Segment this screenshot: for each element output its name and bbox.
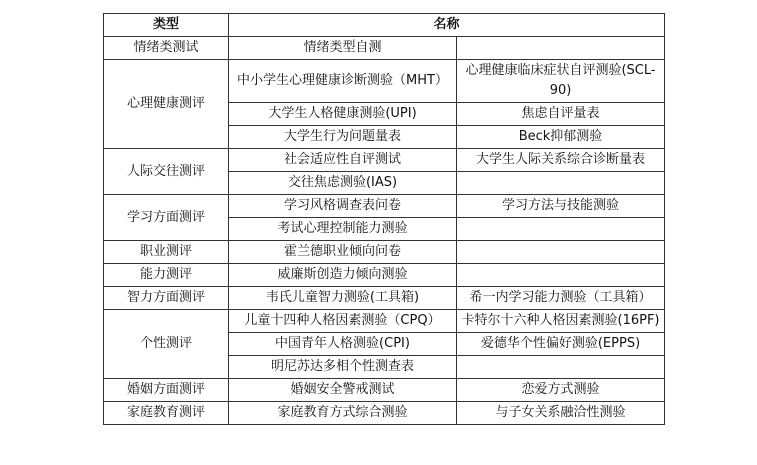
category-ability: 能力测评 bbox=[104, 264, 229, 287]
category-learning: 学习方面测评 bbox=[104, 195, 229, 241]
table-row bbox=[104, 310, 665, 333]
test-cell: 心理健康临床症状自评测验(SCL-90) bbox=[457, 60, 665, 103]
table-row bbox=[104, 287, 665, 310]
table-row bbox=[104, 60, 665, 103]
test-cell bbox=[457, 218, 665, 241]
table-row bbox=[104, 37, 665, 60]
category-marriage: 婚姻方面测评 bbox=[104, 379, 229, 402]
table-row bbox=[104, 402, 665, 425]
test-cell: 爱德华个性偏好测验(EPPS) bbox=[457, 333, 665, 356]
test-cell: 希一内学习能力测验（工具箱） bbox=[457, 287, 665, 310]
test-cell: 学习方法与技能测验 bbox=[457, 195, 665, 218]
test-cell: 大学生人际关系综合诊断量表 bbox=[457, 149, 665, 172]
category-personality: 个性测评 bbox=[104, 310, 229, 379]
test-cell bbox=[457, 241, 665, 264]
category-career: 职业测评 bbox=[104, 241, 229, 264]
test-cell: 学习风格调查表问卷 bbox=[229, 195, 457, 218]
test-cell: 社会适应性自评测试 bbox=[229, 149, 457, 172]
test-cell bbox=[457, 356, 665, 379]
table-row bbox=[104, 264, 665, 287]
table-row bbox=[104, 195, 665, 218]
test-cell bbox=[457, 172, 665, 195]
test-cell: 情绪类型自测 bbox=[229, 37, 457, 60]
test-cell: 大学生人格健康测验(UPI) bbox=[229, 103, 457, 126]
test-cell: Beck抑郁测验 bbox=[457, 126, 665, 149]
test-cell: 焦虑自评量表 bbox=[457, 103, 665, 126]
assessment-table bbox=[103, 13, 665, 425]
category-family: 家庭教育测评 bbox=[104, 402, 229, 425]
test-cell: 中小学生心理健康诊断测验（MHT） bbox=[229, 60, 457, 103]
category-interpersonal: 人际交往测评 bbox=[104, 149, 229, 195]
table-row bbox=[104, 241, 665, 264]
test-cell: 明尼苏达多相个性测查表 bbox=[229, 356, 457, 379]
header-name: 名称 bbox=[229, 14, 665, 37]
test-cell: 恋爱方式测验 bbox=[457, 379, 665, 402]
test-cell: 大学生行为问题量表 bbox=[229, 126, 457, 149]
test-cell: 与子女关系融洽性测验 bbox=[457, 402, 665, 425]
category-intelligence: 智力方面测评 bbox=[104, 287, 229, 310]
test-cell: 威廉斯创造力倾向测验 bbox=[229, 264, 457, 287]
test-cell: 家庭教育方式综合测验 bbox=[229, 402, 457, 425]
category-emotion: 情绪类测试 bbox=[104, 37, 229, 60]
header-type: 类型 bbox=[104, 14, 229, 37]
header-row bbox=[104, 14, 665, 37]
test-cell: 卡特尔十六种人格因素测验(16PF) bbox=[457, 310, 665, 333]
test-cell: 霍兰德职业倾向问卷 bbox=[229, 241, 457, 264]
test-cell: 考试心理控制能力测验 bbox=[229, 218, 457, 241]
category-mental-health: 心理健康测评 bbox=[104, 60, 229, 149]
table-row bbox=[104, 379, 665, 402]
test-cell: 交往焦虑测验(IAS) bbox=[229, 172, 457, 195]
test-cell: 婚姻安全警戒测试 bbox=[229, 379, 457, 402]
table-row bbox=[104, 149, 665, 172]
test-cell bbox=[457, 37, 665, 60]
test-cell: 韦氏儿童智力测验(工具箱) bbox=[229, 287, 457, 310]
test-cell bbox=[457, 264, 665, 287]
test-cell: 中国青年人格测验(CPI) bbox=[229, 333, 457, 356]
test-cell: 儿童十四种人格因素测验（CPQ） bbox=[229, 310, 457, 333]
